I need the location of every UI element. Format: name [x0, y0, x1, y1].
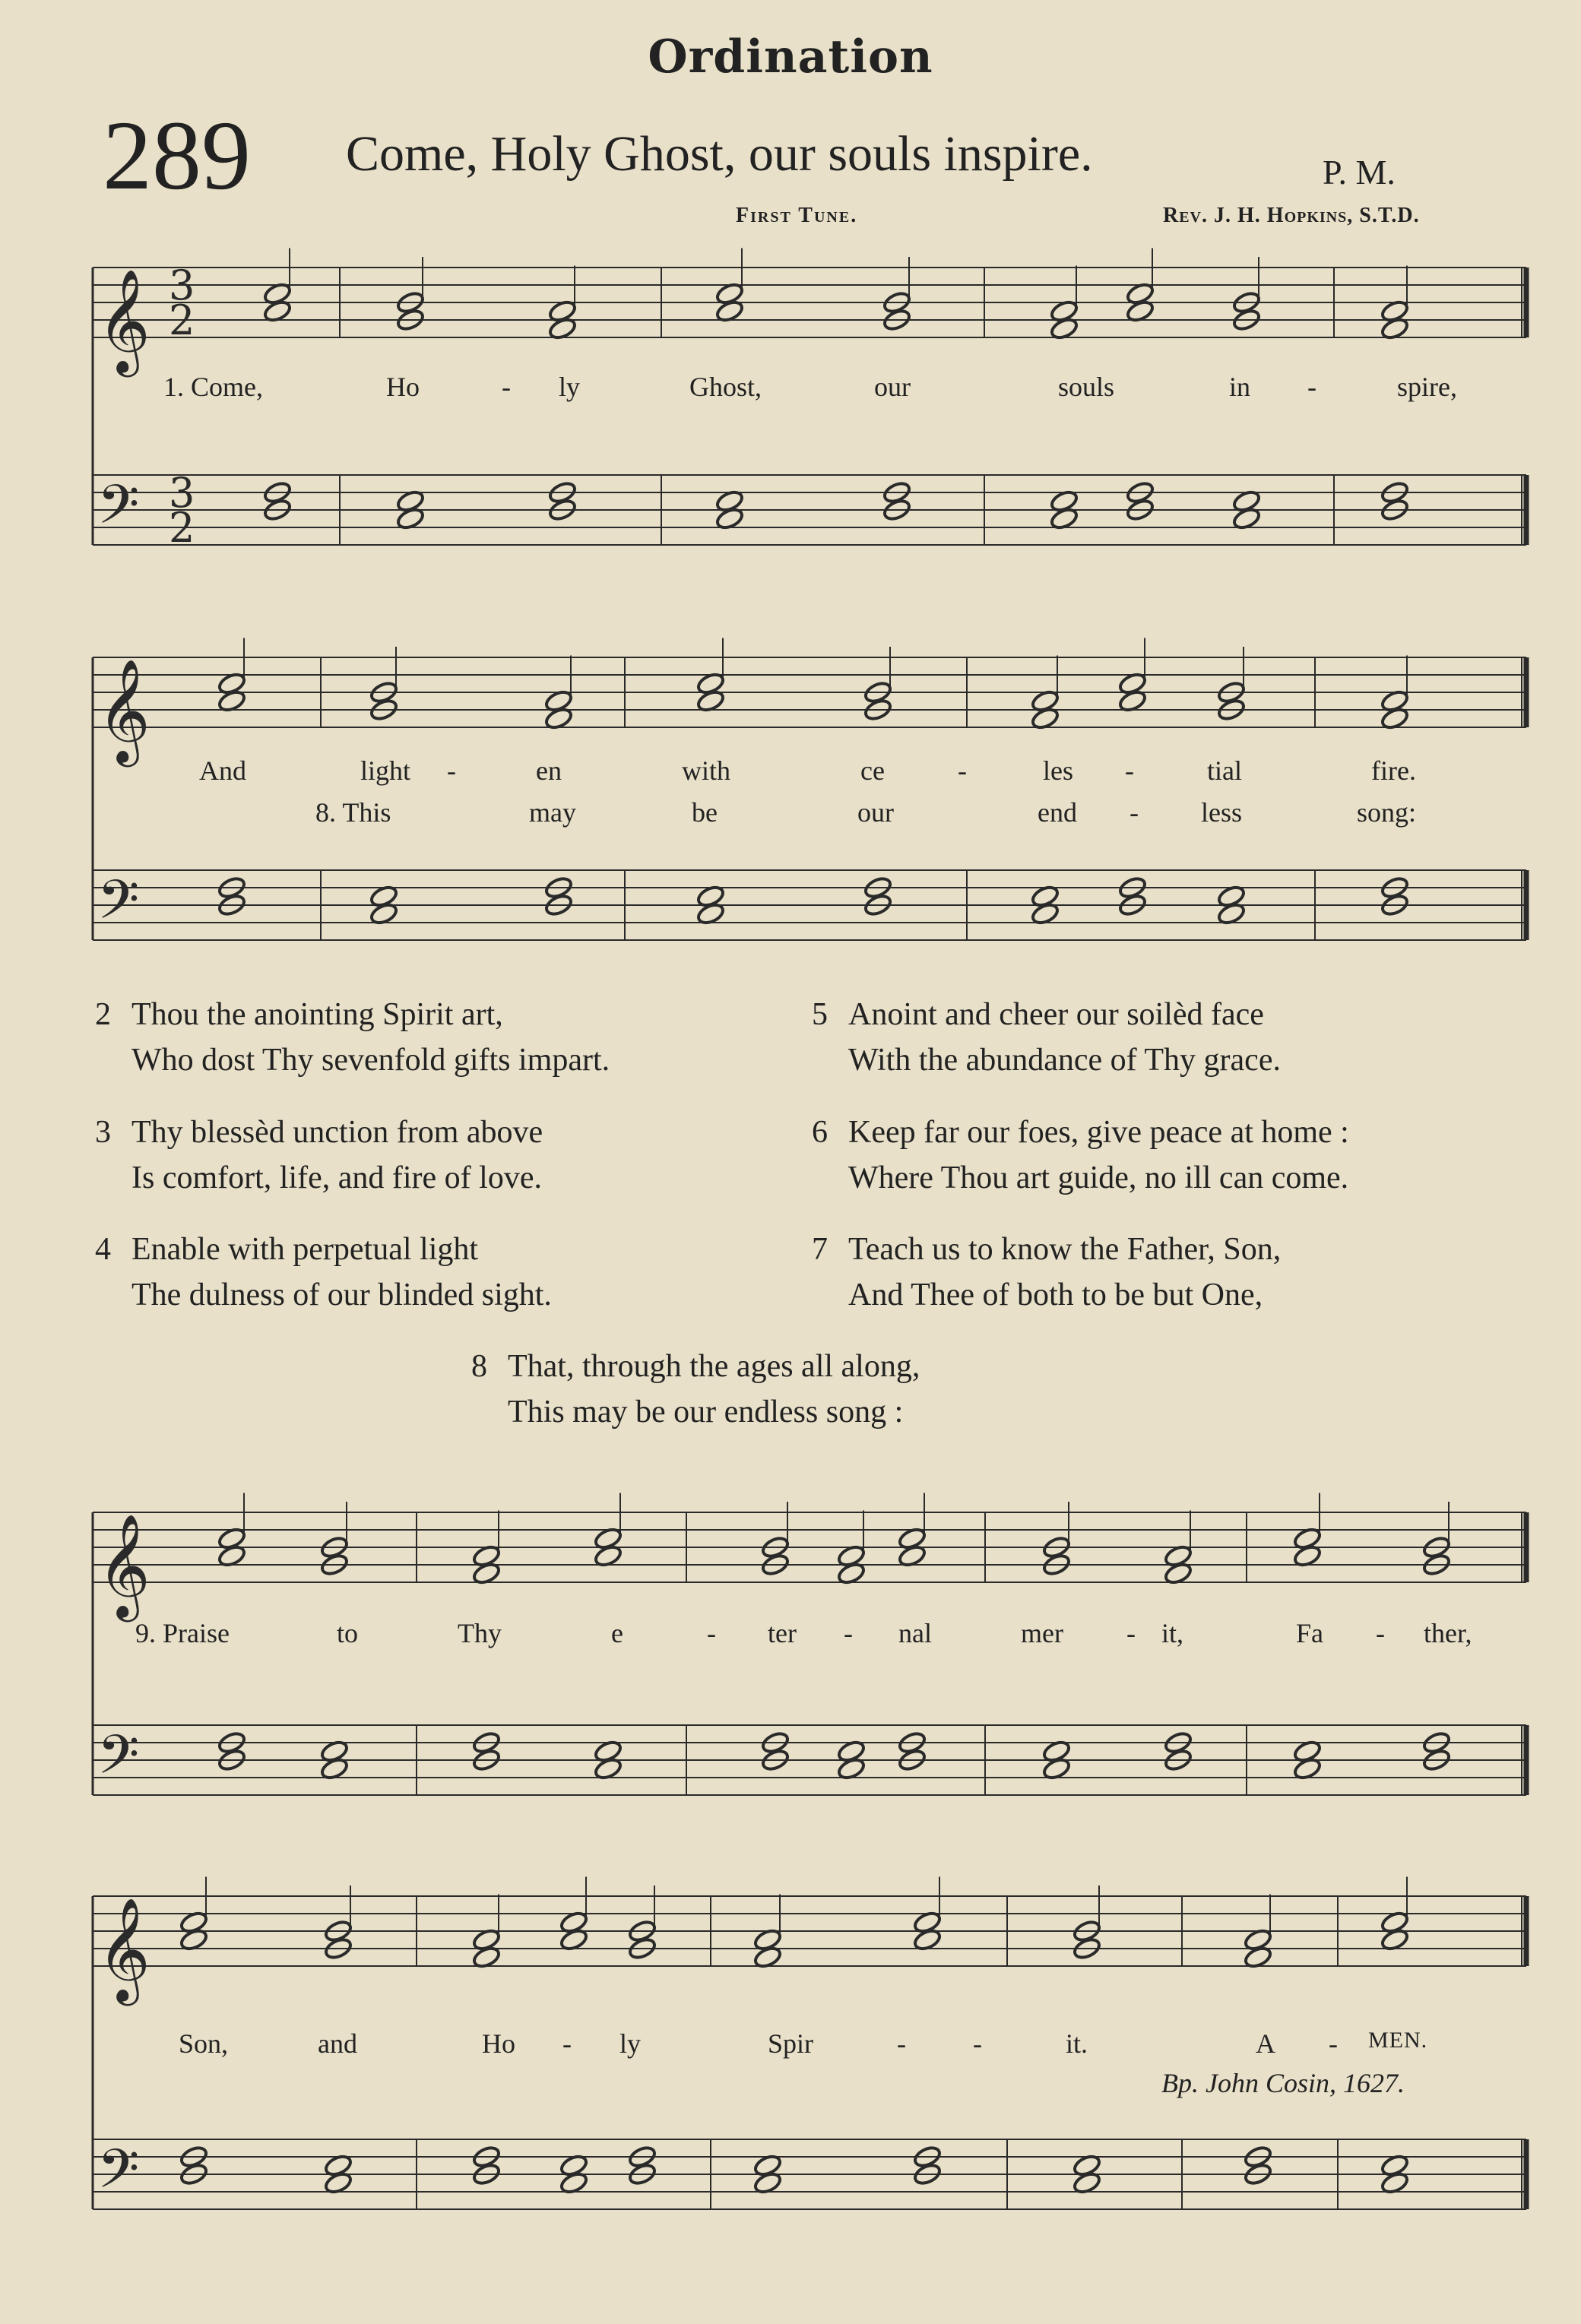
verse-number: 5 — [812, 997, 828, 1032]
lyric-syllable: may — [529, 797, 576, 828]
verse-line: Where Thou art guide, no ill can come. — [848, 1160, 1349, 1195]
verse-8 — [471, 1344, 920, 1435]
lyric-hyphen: - — [562, 2028, 572, 2059]
lyric-syllable: ly — [619, 2028, 642, 2059]
lyric-hyphen: - — [1329, 2028, 1338, 2059]
lyric-syllable: les — [1043, 755, 1073, 786]
tune-label: First Tune. — [736, 204, 858, 227]
verse-line: Thy blessèd unction from above — [131, 1115, 543, 1150]
lyric-syllable: Son, — [179, 2028, 229, 2059]
bass-clef: 𝄢 — [97, 1724, 140, 1800]
composer-credit: Rev. J. H. Hopkins, S.T.D. — [1163, 204, 1420, 227]
time-signature: 3 — [169, 261, 195, 309]
verse-number: 8 — [471, 1349, 487, 1384]
lyric-syllable: 9. Praise — [135, 1618, 230, 1648]
lyric-syllable: And — [199, 755, 246, 786]
lyric-syllable: our — [874, 372, 911, 402]
lyric-syllable: en — [536, 755, 562, 786]
lyric-syllable: 1. Come, — [163, 372, 263, 402]
hymn-number: 289 — [103, 101, 251, 211]
lyric-syllable: 8. This — [315, 797, 391, 828]
verse-line: Anoint and cheer our soilèd face — [848, 997, 1264, 1032]
lyric-syllable: song: — [1357, 797, 1417, 828]
lyric-syllable: ce — [860, 755, 885, 786]
lyric-hyphen: - — [973, 2028, 982, 2059]
lyric-syllable: it, — [1161, 1618, 1184, 1648]
verse-line: Thou the anointing Spirit art, — [131, 997, 503, 1032]
lyric-hyphen: - — [1126, 1618, 1136, 1648]
verse-number: 7 — [812, 1232, 828, 1267]
lyric-syllable: with — [682, 755, 731, 786]
lyric-syllable: our — [857, 797, 894, 828]
treble-clef: 𝄞 — [97, 1896, 150, 2001]
lyric-hyphen: - — [897, 2028, 906, 2059]
lyric-syllable: and — [318, 2028, 357, 2059]
lyric-syllable: spire, — [1397, 372, 1457, 402]
lyric-syllable: Thy — [458, 1618, 502, 1648]
lyric-syllable: ther, — [1424, 1618, 1472, 1648]
verse-2 — [95, 992, 610, 1083]
verse-line: That, through the ages all along, — [508, 1349, 920, 1384]
treble-clef: 𝄞 — [97, 1512, 150, 1617]
lyric-syllable: ly — [559, 372, 581, 402]
bass-clef: 𝄢 — [97, 473, 140, 549]
text-credit: Bp. John Cosin, 1627. — [1161, 2068, 1405, 2098]
lyric-syllable: fire. — [1371, 755, 1416, 786]
lyric-hyphen: - — [844, 1618, 853, 1648]
lyric-syllable: ter — [768, 1618, 797, 1648]
lyric-syllable: e — [611, 1618, 623, 1648]
lyric-syllable: Ghost, — [689, 372, 762, 402]
verse-line: Teach us to know the Father, Son, — [848, 1232, 1282, 1267]
verse-3 — [95, 1110, 543, 1201]
lyric-syllable: in — [1229, 372, 1251, 402]
lyric-hyphen: - — [1125, 755, 1134, 786]
lyric-syllable: mer — [1021, 1618, 1063, 1648]
verse-7 — [812, 1227, 1281, 1318]
verse-line: And Thee of both to be but One, — [848, 1278, 1263, 1312]
lyric-hyphen: - — [1307, 372, 1316, 402]
time-signature: 2 — [169, 296, 195, 344]
lyric-syllable: MEN. — [1368, 2028, 1428, 2053]
lyric-syllable: nal — [898, 1618, 932, 1648]
lyric-hyphen: - — [1130, 797, 1139, 828]
section-title: Ordination — [648, 30, 933, 84]
time-signature: 3 — [169, 469, 195, 517]
lyric-syllable: A — [1256, 2028, 1275, 2059]
verse-number: 4 — [95, 1232, 111, 1267]
verse-number: 6 — [812, 1115, 828, 1150]
lyric-hyphen: - — [1376, 1618, 1385, 1648]
verse-line: The dulness of our blinded sight. — [131, 1278, 552, 1312]
lyric-syllable: it. — [1066, 2028, 1088, 2059]
verse-line: This may be our endless song : — [508, 1395, 904, 1430]
lyric-syllable: light — [360, 755, 411, 786]
hymn-title: Come, Holy Ghost, our souls inspire. — [346, 126, 1093, 182]
treble-clef: 𝄞 — [97, 268, 150, 372]
lyric-hyphen: - — [958, 755, 967, 786]
lyric-hyphen: - — [502, 372, 511, 402]
verse-6 — [812, 1110, 1349, 1201]
verse-line: Keep far our foes, give peace at home : — [848, 1115, 1349, 1150]
lyric-syllable: be — [692, 797, 718, 828]
lyric-hyphen: - — [707, 1618, 716, 1648]
bass-clef: 𝄢 — [97, 2138, 140, 2214]
lyric-syllable: souls — [1058, 372, 1115, 402]
verse-number: 2 — [95, 997, 111, 1032]
lyric-syllable: Ho — [386, 372, 420, 402]
verse-line: Is comfort, life, and fire of love. — [131, 1160, 542, 1195]
verse-line: Enable with perpetual light — [131, 1232, 479, 1267]
lyric-syllable: tial — [1207, 755, 1242, 786]
time-signature: 2 — [169, 504, 195, 552]
lyric-syllable: less — [1201, 797, 1242, 828]
lyric-hyphen: - — [447, 755, 456, 786]
verse-4 — [95, 1227, 552, 1318]
lyric-syllable: to — [337, 1618, 359, 1648]
lyric-syllable: Ho — [482, 2028, 515, 2059]
treble-clef: 𝄞 — [97, 657, 150, 762]
bass-clef: 𝄢 — [97, 869, 140, 945]
verse-line: With the abundance of Thy grace. — [848, 1043, 1281, 1078]
verse-number: 3 — [95, 1115, 111, 1150]
verse-line: Who dost Thy sevenfold gifts impart. — [131, 1043, 610, 1078]
hymn-meter: P. M. — [1323, 153, 1396, 192]
lyric-syllable: Spir — [768, 2028, 814, 2059]
verse-5 — [812, 992, 1281, 1083]
lyric-syllable: end — [1038, 797, 1077, 828]
lyric-syllable: Fa — [1296, 1618, 1323, 1648]
